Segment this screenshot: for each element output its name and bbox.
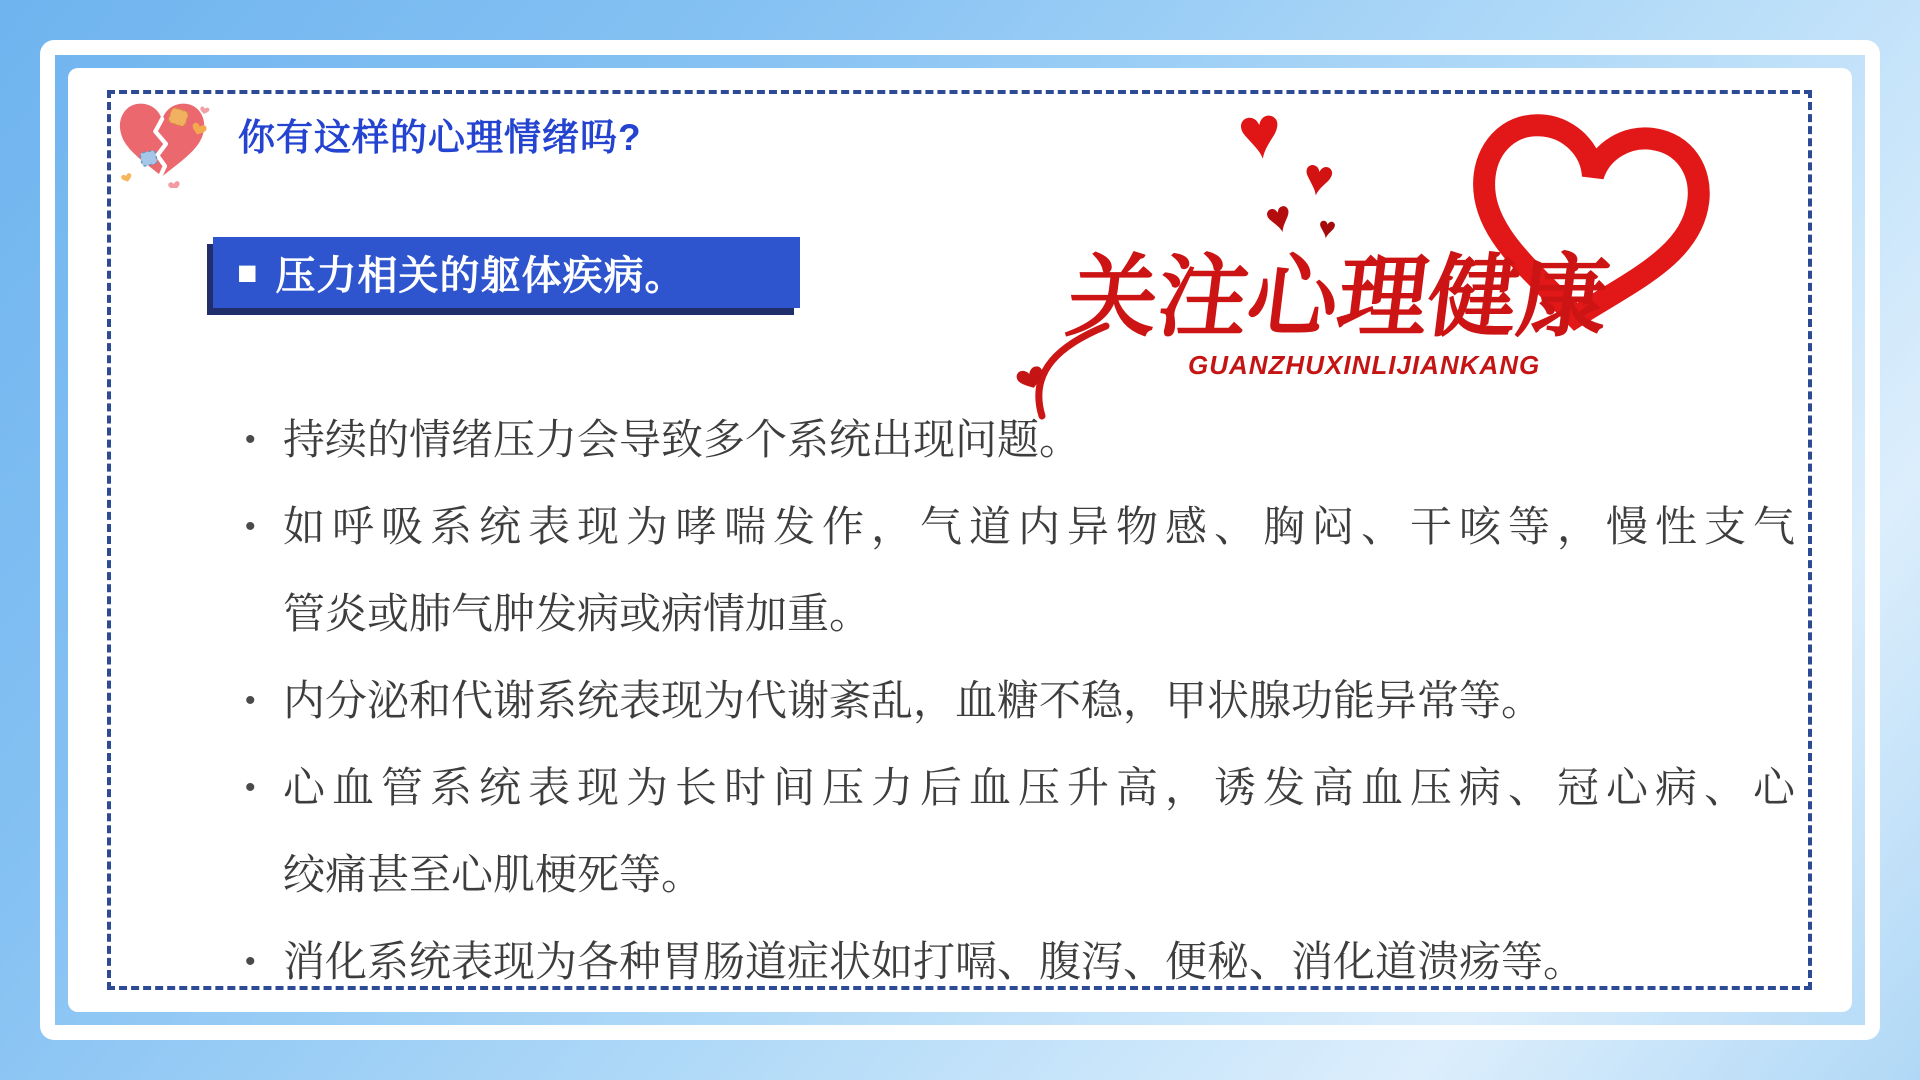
list-item — [243, 744, 1795, 918]
heart-icon: ♥ — [1315, 210, 1339, 247]
bullet-dot: • — [245, 945, 256, 978]
bullet-dot: • — [245, 423, 256, 456]
square-bullet-icon: ■ — [237, 253, 258, 292]
bullet-dot: • — [245, 771, 256, 804]
bullet-dot: • — [245, 510, 256, 543]
list-item — [243, 657, 1795, 744]
section-banner-label: 压力相关的躯体疾病。 — [275, 254, 686, 298]
logo-subtitle: GUANZHUXINLIJIANKANG — [1188, 350, 1541, 380]
bullet-text: 心血管系统表现为长时间压力后血压升高，诱发高血压病、冠心病、心 — [283, 764, 1795, 811]
bullet-text: 消化系统表现为各种胃肠道症状如打嗝、腹泻、便秘、消化道溃疡等。 — [283, 938, 1586, 985]
bullet-text: 管炎或肺气肿发病或病情加重。 — [283, 590, 872, 637]
bullet-text: 如呼吸系统表现为哮喘发作，气道内异物感、胸闷、干咳等，慢性支气 — [283, 503, 1795, 550]
page-title: 你有这样的心理情绪吗? — [238, 117, 642, 158]
bullet-text: 持续的情绪压力会导致多个系统出现问题。 — [283, 416, 1082, 463]
heart-icon: ♥ — [1260, 190, 1298, 245]
heart-icon: ♥ — [1233, 88, 1287, 177]
logo-title: 关注心理健康 — [1061, 248, 1615, 348]
bullet-text: 内分泌和代谢系统表现为代谢紊乱，血糖不稳，甲状腺功能异常等。 — [283, 677, 1544, 724]
bullet-dot: • — [245, 684, 256, 717]
list-item — [243, 918, 1795, 1005]
heart-icon: ♥ — [1298, 146, 1339, 210]
broken-heart-icon — [113, 96, 215, 188]
list-item — [243, 483, 1795, 657]
list-item — [243, 396, 1795, 483]
bullet-text: 绞痛甚至心肌梗死等。 — [283, 851, 704, 898]
bullet-list — [243, 396, 1795, 1005]
section-banner — [213, 237, 800, 308]
